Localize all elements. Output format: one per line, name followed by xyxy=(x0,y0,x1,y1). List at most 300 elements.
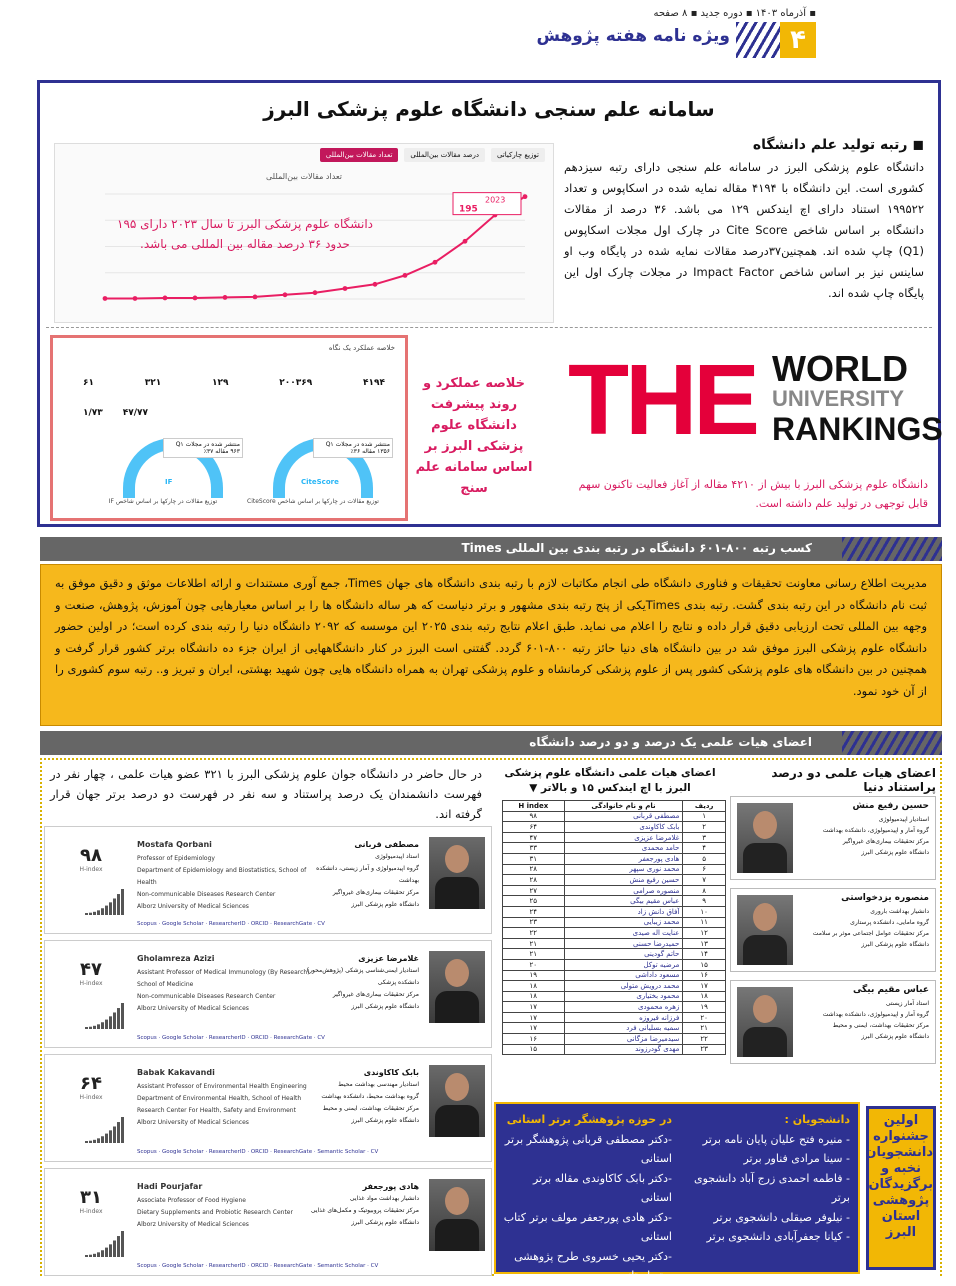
rank-heading: ◼ رتبه تولید علم دانشگاه xyxy=(752,137,924,153)
hatch-decoration xyxy=(736,22,780,58)
rank-paragraph: دانشگاه علوم پزشکی البرز در سامانه علم سنجی دارای رتبه سیزدهم کشوری است. این دانشگاه با ۴۱۹۴ مقاله نمایه شده در اسکاپوس و تعداد ۱۹۹۵۲۲ استناد دارای اچ ایندکس ۱۲۹ می باشد. ۳۶ درصد از مقالات دانشگاه بر اساس شاخص Cite Score در چارک اول مجلات اسکاپوس (Q1) چاپ شده اند. همچنین۳۷درصد مقالات نمایه شده در پایگاه وب او ساینس نیز بر اساس شاخص Impact Factor در مجلات چارک اول این پایگاه چاپ شده اند. xyxy=(564,160,925,300)
citation-bar xyxy=(121,1117,124,1143)
section-title: ویژه نامه هفته پژوهش xyxy=(536,26,730,46)
persian-line: دانشیار بهداشت مواد غذایی xyxy=(349,1195,419,1202)
callout-value: 195 xyxy=(459,204,478,215)
persian-line: گروه بهداشت محیط، دانشکده بهداشت xyxy=(321,1093,419,1100)
issue-meta: ▪ آذرماه ۱۴۰۳ ▪ دوره جدید ▪ ۸ صفحه xyxy=(653,8,816,19)
citation-bar xyxy=(105,1020,108,1029)
table-row xyxy=(503,938,726,949)
suit-shape xyxy=(743,843,787,873)
row-name[interactable]: هادی پورجعفر xyxy=(564,853,683,864)
suit-shape xyxy=(435,1219,479,1251)
row-name[interactable]: محمود بختیاری xyxy=(564,991,683,1002)
profile-line: دانشگاه علوم پزشکی البرز xyxy=(861,1033,929,1040)
row-name[interactable]: منصوره صرامی xyxy=(564,885,683,896)
citescore-q1-badge xyxy=(313,438,393,458)
citation-bar xyxy=(97,910,100,915)
citation-bar xyxy=(105,906,108,915)
row-hindex: ۱۷ xyxy=(503,1023,565,1034)
two-percent-card xyxy=(730,796,936,880)
data-point xyxy=(253,295,258,300)
two-percent-card xyxy=(730,888,936,972)
callout-year: 2023 xyxy=(485,195,506,205)
citescore-q1-title: منتشر شده در مجلات Q۱ xyxy=(325,441,390,448)
citation-bar xyxy=(101,1136,104,1143)
citation-bar xyxy=(93,1026,96,1029)
table-row xyxy=(503,885,726,896)
citation-bar xyxy=(109,1130,112,1143)
row-name[interactable]: مرضیه توکل xyxy=(564,959,683,970)
hindex-value: ۳۱ xyxy=(80,1187,102,1208)
two-percent-title: اعضای هیات علمی دو درصد پراستناد دنیا xyxy=(771,766,936,794)
data-point xyxy=(283,292,288,297)
col-rank: ردیف xyxy=(683,801,726,812)
row-hindex: ۱۸ xyxy=(503,991,565,1002)
table-row xyxy=(503,896,726,907)
row-rank: ۱۴ xyxy=(683,949,726,960)
row-hindex: ۲۲ xyxy=(503,928,565,939)
profile-line: مرکز تحقیقات عوامل اجتماعی موثر بر سلامت xyxy=(812,930,929,937)
profile-line: گروه آمار و اپیدمیولوژی، دانشکده بهداشت xyxy=(822,827,929,834)
data-point xyxy=(193,296,198,301)
row-hindex: ۳۱ xyxy=(503,853,565,864)
persian-line: استادیار مهندسی بهداشت محیط xyxy=(338,1081,419,1088)
row-rank: ۵ xyxy=(683,853,726,864)
profile-line: دانشگاه علوم پزشکی البرز xyxy=(861,849,929,856)
stat-citations: ۲۰۰۳۶۹ xyxy=(279,378,313,388)
citation-bar xyxy=(85,1141,88,1143)
face-shape xyxy=(445,1187,469,1215)
persian-line: گروه اپیدمیولوژی و آمار زیستی، دانشکده بهداشت xyxy=(316,865,419,884)
faculty-photo xyxy=(429,1065,485,1137)
citation-bars xyxy=(85,1115,125,1143)
row-hindex: ۲۳ xyxy=(503,917,565,928)
profile-line: دانشگاه علوم پزشکی البرز xyxy=(861,941,929,948)
row-name[interactable]: آفاق دانش زاد xyxy=(564,906,683,917)
profile-line: گروه مامایی، دانشکده پرستاری xyxy=(850,919,929,926)
persian-line: دانشگاه علوم پزشکی البرز xyxy=(351,1219,419,1226)
tab-quartile[interactable]: توزیع چارکیاتی xyxy=(491,148,545,162)
profile-line: مرکز تحقیقات بهداشت، ایمنی و محیط xyxy=(832,1022,929,1029)
festival-students xyxy=(680,1110,850,1247)
faculty-photo xyxy=(737,803,793,873)
chart-tabs xyxy=(320,148,545,162)
citation-bar xyxy=(109,1016,112,1029)
persian-name: هادی پورجعفر xyxy=(362,1182,419,1191)
table-row xyxy=(503,981,726,992)
table-row xyxy=(503,1002,726,1013)
faculty-photo xyxy=(737,987,793,1057)
row-name[interactable]: حاتم گودینی xyxy=(564,949,683,960)
summary-stats-row xyxy=(83,378,385,388)
col-name: نام و نام خانوادگی xyxy=(564,801,683,812)
the-logo-letters: THE xyxy=(568,344,756,456)
profile-line: استاد آمار زیستی xyxy=(885,1000,929,1007)
hindex-value: ۹۸ xyxy=(80,845,102,866)
citation-bar xyxy=(93,1140,96,1143)
row-name[interactable]: محمد درویش متولی xyxy=(564,981,683,992)
citation-bars xyxy=(85,1001,125,1029)
persian-profile xyxy=(299,1067,419,1127)
festival-title: اولین جشنواره دانشجویان نخبه و برگزیدگان پژوهشی استان البرز xyxy=(866,1106,936,1270)
row-hindex: ۶۴ xyxy=(503,822,565,833)
stat-percent: ۴۷/۷۷ xyxy=(122,408,149,418)
row-rank: ۱۵ xyxy=(683,959,726,970)
summary-panel-title: خلاصه عملکرد یک نگاه xyxy=(328,344,395,352)
row-rank: ۲۳ xyxy=(683,1044,726,1055)
citation-bar xyxy=(113,1126,116,1143)
hindex-value: ۴۷ xyxy=(80,959,102,980)
english-line: Assistant Professor of Environmental Health Engineering xyxy=(137,1083,307,1090)
data-point xyxy=(403,273,408,278)
table-row xyxy=(503,822,726,833)
hindex-label: H-index xyxy=(79,980,103,987)
row-hindex: ۲۱ xyxy=(503,949,565,960)
row-rank: ۶ xyxy=(683,864,726,875)
data-point xyxy=(163,296,168,301)
persian-line: دانشگاه علوم پزشکی البرز xyxy=(351,1117,419,1124)
faculty-name: عباس مقیم بیگی xyxy=(852,985,929,995)
row-name[interactable]: محمد زیبایی xyxy=(564,917,683,928)
row-hindex: ۲۰ xyxy=(503,959,565,970)
hindex-label: H-index xyxy=(79,1208,103,1215)
col-hindex: H index xyxy=(503,801,565,812)
summary-screenshot xyxy=(50,335,408,521)
table-row xyxy=(503,843,726,854)
row-name[interactable]: مصطفی قربانی xyxy=(564,811,683,822)
two-percent-card xyxy=(730,980,936,1064)
hatch-decoration xyxy=(842,731,942,755)
english-line: Assistant Professor of Medical Immunology (By Research) xyxy=(137,969,310,976)
citation-bar xyxy=(89,913,92,915)
table-row xyxy=(503,970,726,981)
citation-bar xyxy=(89,1027,92,1029)
scientometrics-title: سامانه علم سنجی دانشگاه علوم پزشکی البرز xyxy=(263,97,715,121)
row-rank: ۲۱ xyxy=(683,1023,726,1034)
english-line: Professor of Epidemiology xyxy=(137,855,215,862)
citation-bar xyxy=(113,1240,116,1257)
row-hindex: ۲۸ xyxy=(503,864,565,875)
data-point xyxy=(433,260,438,265)
face-shape xyxy=(753,995,777,1023)
persian-line: استاد اپیدمیولوژی xyxy=(375,853,419,860)
suit-shape xyxy=(435,877,479,909)
hindex-table xyxy=(502,800,726,1055)
rank-heading-text: رتبه تولید علم دانشگاه xyxy=(752,137,908,153)
row-rank: ۷ xyxy=(683,875,726,886)
row-rank: ۲۰ xyxy=(683,1012,726,1023)
table-body xyxy=(503,811,726,1055)
faculty-card xyxy=(44,1054,492,1162)
english-line: Alborz University of Medical Sciences xyxy=(137,1005,249,1012)
profile-line: گروه آمار و اپیدمیولوژی، دانشکده بهداشت xyxy=(822,1011,929,1018)
persian-line: استادیار ایمنی‌شناسی پزشکی (پژوهش‌محور) xyxy=(306,967,419,974)
face-shape xyxy=(445,959,469,987)
times-box xyxy=(40,564,942,726)
citation-bar xyxy=(117,894,120,915)
english-line: Dietary Supplements and Probiotic Research Center xyxy=(137,1209,293,1216)
english-line: Department of Environmental Health, School of Health xyxy=(137,1095,302,1102)
student-item: - نیلوفر صیقلی دانشجوی برتر xyxy=(713,1210,850,1224)
english-profile xyxy=(137,839,317,913)
citation-bar xyxy=(117,1236,120,1257)
suit-shape xyxy=(435,1105,479,1137)
two-percent-profile xyxy=(797,985,929,1042)
data-point xyxy=(523,194,528,199)
table-row xyxy=(503,811,726,822)
two-percent-profile xyxy=(797,801,929,858)
hindex-label: H-index xyxy=(79,866,103,873)
english-line: Research Center For Health, Safety and Environment xyxy=(137,1107,296,1114)
faculty-name: منصوره یزدخواستی xyxy=(841,893,929,903)
the-logo-rankings: RANKINGS xyxy=(772,411,943,447)
citation-bar xyxy=(121,889,124,915)
faculty-heading-bar xyxy=(40,731,942,755)
citescore-gauge-label: CiteScore xyxy=(301,478,339,486)
english-line: Associate Professor of Food Hygiene xyxy=(137,1197,246,1204)
persian-line: مرکز تحقیقات بیماری‌های غیرواگیر xyxy=(332,889,419,896)
row-hindex: ۳۳ xyxy=(503,843,565,854)
citation-bar xyxy=(113,898,116,915)
citation-bar xyxy=(101,908,104,915)
faculty-photo xyxy=(429,951,485,1023)
researcher-item: -دکتر هادی پورجعفر مولف برتر کتاب استانی xyxy=(503,1210,672,1243)
student-item: - فاطمه احمدی زرج آباد دانشجوی برتر xyxy=(694,1171,850,1204)
table-row xyxy=(503,864,726,875)
row-rank: ۴ xyxy=(683,843,726,854)
data-point xyxy=(313,290,318,295)
row-name[interactable]: زهره محمودی xyxy=(564,1002,683,1013)
stat-extra: ۶۱ xyxy=(83,378,95,388)
if-q1-badge xyxy=(163,438,243,458)
the-logo-world: WORLD xyxy=(772,348,908,389)
table-row xyxy=(503,928,726,939)
table-row xyxy=(503,853,726,864)
faculty-photo xyxy=(429,1179,485,1251)
face-shape xyxy=(753,903,777,931)
stat-faculty: ۳۲۱ xyxy=(144,378,162,388)
row-name[interactable]: سمیه بسلیانی فرد xyxy=(564,1023,683,1034)
students-heading: دانشجویان : xyxy=(784,1113,850,1126)
table-row xyxy=(503,959,726,970)
english-profile xyxy=(137,953,317,1015)
profile-links[interactable]: Scopus · Google Scholar · ResearcherID · ORCID · ResearchGate · Semantic Scholar · CV xyxy=(137,1263,379,1269)
times-heading-bar xyxy=(40,537,942,561)
row-rank: ۳ xyxy=(683,832,726,843)
persian-line: دانشگاه علوم پزشکی البرز xyxy=(351,1003,419,1010)
festival-winners-panel xyxy=(494,1102,860,1282)
english-name: Mostafa Qorbani xyxy=(137,840,212,849)
citation-bar xyxy=(85,1255,88,1257)
masthead xyxy=(0,0,956,66)
persian-line: مرکز تحقیقات بهداشت، ایمنی و محیط xyxy=(322,1105,419,1112)
citation-bars xyxy=(85,1229,125,1257)
face-shape xyxy=(445,845,469,873)
row-name[interactable]: عنایت اله صیدی xyxy=(564,928,683,939)
row-name[interactable]: حسین رفیع منش xyxy=(564,875,683,886)
row-name[interactable]: حمیدرضا حسنی xyxy=(564,938,683,949)
researcher-item: -دکتر یحیی خسروی طرح پژوهشی برتر استانی xyxy=(514,1249,672,1282)
profile-line: دانشیار بهداشت باروری xyxy=(870,908,929,915)
row-rank: ۱۹ xyxy=(683,1002,726,1013)
stat-articles: ۴۱۹۴ xyxy=(363,378,385,388)
citation-bar xyxy=(97,1138,100,1143)
summary-stats-row2 xyxy=(83,408,148,418)
citation-bar xyxy=(89,1141,92,1143)
row-hindex: ۲۱ xyxy=(503,938,565,949)
citation-bar xyxy=(109,1244,112,1257)
persian-name: غلامرضا عزیزی xyxy=(358,954,419,963)
suit-shape xyxy=(743,1027,787,1057)
chart-caption: تعداد مقالات بین‌المللی xyxy=(266,172,342,181)
persian-profile xyxy=(299,953,419,1013)
citation-bar xyxy=(105,1134,108,1143)
row-name[interactable]: محمد نوری سپهر xyxy=(564,864,683,875)
citation-bar xyxy=(121,1003,124,1029)
profile-links[interactable]: Scopus · Google Scholar · ResearcherID · ORCID · ResearchGate · Semantic Scholar · CV xyxy=(137,1149,379,1155)
table-row xyxy=(503,832,726,843)
english-line: School of Medicine xyxy=(137,981,194,988)
english-line: Alborz University of Medical Sciences xyxy=(137,1119,249,1126)
the-logo-university: UNIVERSITY xyxy=(772,386,905,411)
citation-bar xyxy=(85,1027,88,1029)
row-rank: ۱۸ xyxy=(683,991,726,1002)
two-percent-profile xyxy=(797,893,929,950)
table-row xyxy=(503,875,726,886)
researcher-item: -دکتر مصطفی قربانی پژوهشگر برتر استانی xyxy=(504,1132,672,1165)
table-row xyxy=(503,1023,726,1034)
citescore-q1-value: ۱۳۵۶ مقاله ۳۶٪ xyxy=(350,448,390,455)
persian-line: دانشگاه علوم پزشکی البرز xyxy=(351,901,419,908)
english-line: Alborz University of Medical Sciences xyxy=(137,903,249,910)
english-profile xyxy=(137,1067,317,1129)
table-row xyxy=(503,1034,726,1045)
table-header-row xyxy=(503,801,726,812)
row-hindex: ۱۸ xyxy=(503,981,565,992)
profile-line: مرکز تحقیقات بیماری‌های غیرواگیر xyxy=(842,838,929,845)
citation-bar xyxy=(85,913,88,915)
row-name[interactable]: عباس مقیم بیگی xyxy=(564,896,683,907)
english-name: Babak Kakavandi xyxy=(137,1068,215,1077)
researcher-item: -دکتر بابک کاکاوندی مقاله برتر استانی xyxy=(532,1171,672,1204)
faculty-photo xyxy=(737,895,793,965)
profile-links[interactable]: Scopus · Google Scholar · ResearcherID · ORCID · ResearchGate · CV xyxy=(137,921,325,927)
tab-intl-percent[interactable]: درصد مقالات بین‌المللی xyxy=(404,148,485,162)
english-line: Non-communicable Diseases Research Center xyxy=(137,993,276,1000)
english-line: Alborz University of Medical Sciences xyxy=(137,1221,249,1228)
profile-line: استادیار اپیدمیولوژی xyxy=(878,816,929,823)
row-rank: ۸ xyxy=(683,885,726,896)
row-name[interactable]: بابک کاکاوندی xyxy=(564,822,683,833)
row-rank: ۱۱ xyxy=(683,917,726,928)
row-hindex: ۹۸ xyxy=(503,811,565,822)
row-name[interactable]: غلامرضا عزیزی xyxy=(564,832,683,843)
chart-note: دانشگاه علوم پزشکی البرز تا سال ۲۰۲۳ دارای ۱۹۵ حدود ۳۶ درصد مقاله بین المللی می باشد. xyxy=(117,217,373,251)
articles-chart-panel xyxy=(54,143,554,323)
row-name[interactable]: حامد محمدی xyxy=(564,843,683,854)
if-q1-value: ۹۶۳ مقاله ۳۷٪ xyxy=(203,448,240,455)
if-q1-title: منتشر شده در مجلات Q۱ xyxy=(175,441,240,448)
row-hindex: ۱۷ xyxy=(503,1002,565,1013)
row-rank: ۱۲ xyxy=(683,928,726,939)
table-row xyxy=(503,917,726,928)
tab-intl-count[interactable]: تعداد مقالات بین‌المللی xyxy=(320,148,399,162)
row-rank: ۱۳ xyxy=(683,938,726,949)
times-paragraph: مدیریت اطلاع رسانی معاونت تحقیقات و فناوری دانشگاه طی انجام مکاتبات لازم با رتبه بندی دانشگاه های جهان Times، جمع آوری مستندات و ارائه اطلاعات موثق و دقیق موفق به ثبت نام دانشگاه در این رتبه بندی گشت. رتبه بندی Timesیکی از پنج رتبه بندی مشهور و برتر دنیاست که هر ساله دانشگاه ها را بر اساس معیارهایی چون آموزش، پژوهش، صنعت و وجهه بین المللی تحت ارزیابی دقیق قرار داده و نتایج را اعلام می نماید. طبق اعلام نتایج رتبه بندی ۲۰۲۵ این موسسه که ۲۰۹۲ دانشگاه دنیا را رتبه بندی کرده است؛ در اولین حضور دانشگاه علوم پزشکی البرز موفق شد در بین دانشگاه های دنیا حائز رتبه ۸۰۰-۶۰۱ گردد. گفتنی است البرز در کنار دانشگاههایی از ایران جزء ده دانشگاه برتر کشور قرار گرفت و همچنین در بین دانشگاه های علوم پزشکی کشور پس از علوم پزشکی کرمانشاه و علوم پزشکی تهران به همراه دانشگاه هایی چون شهید بهشتی، ایران و تبریز و.. رتبه سوم کشوری را از آن خود نمود. xyxy=(55,576,928,698)
english-line: Department of Epidemiology and Biostatistics, School of Health xyxy=(137,867,307,886)
row-rank: ۱۷ xyxy=(683,981,726,992)
suit-shape xyxy=(743,935,787,965)
persian-line: دانشکده پزشکی xyxy=(377,979,419,986)
citation-bar xyxy=(117,1122,120,1143)
citation-bar xyxy=(101,1022,104,1029)
citation-bar xyxy=(93,912,96,915)
citation-bars xyxy=(85,887,125,915)
row-hindex: ۲۷ xyxy=(503,885,565,896)
data-point xyxy=(223,295,228,300)
english-name: Hadi Pourjafar xyxy=(137,1182,203,1191)
data-point xyxy=(373,282,378,287)
student-item: - سینا مرادی فناور برتر xyxy=(743,1152,850,1165)
row-hindex: ۲۸ xyxy=(503,875,565,886)
row-name[interactable]: فرزانه فیروزه xyxy=(564,1012,683,1023)
faculty-heading: اعضای هیات علمی یک درصد و دو درصد دانشگاه xyxy=(529,735,812,749)
data-point xyxy=(133,296,138,301)
citation-bar xyxy=(101,1250,104,1257)
hatch-decoration xyxy=(842,537,942,561)
row-rank: ۱۶ xyxy=(683,970,726,981)
citation-bar xyxy=(121,1231,124,1257)
persian-line: مرکز تحقیقات پروبیوتیک و مکمل‌های غذایی xyxy=(310,1207,419,1214)
row-hindex: ۱۶ xyxy=(503,1034,565,1045)
faculty-intro: در حال حاضر در دانشگاه جوان علوم پزشکی البرز با ۳۲۱ عضو هیات علمی ، چهار نفر در فهرست دانشمندان یک درصد پراستناد و سه نفر در فهرست دو درصد برتر جهان قرار گرفته اند. xyxy=(50,767,482,821)
hindex-label: H-index xyxy=(79,1094,103,1101)
faculty-section xyxy=(40,758,942,1282)
english-line: Non-communicable Diseases Research Center xyxy=(137,891,276,898)
row-hindex: ۱۵ xyxy=(503,1044,565,1055)
citation-bar xyxy=(105,1248,108,1257)
face-shape xyxy=(445,1073,469,1101)
page-number: ۴ xyxy=(780,22,816,58)
persian-profile xyxy=(299,839,419,911)
the-caption: دانشگاه علوم پزشکی البرز با بیش از ۴۲۱۰ مقاله از آغاز فعالیت تاکنون سهم قابل توجهی در تولید علم داشته است. xyxy=(578,478,928,510)
faculty-card xyxy=(44,1168,492,1276)
citation-bar xyxy=(93,1254,96,1257)
faculty-name: حسین رفیع منش xyxy=(852,801,929,811)
faculty-card xyxy=(44,826,492,934)
row-name[interactable]: مسعود داداشی xyxy=(564,970,683,981)
table-row xyxy=(503,1044,726,1055)
student-item: - منیره فتح علیان پایان نامه برتر xyxy=(702,1132,850,1146)
the-rankings-logo xyxy=(568,344,943,465)
table-row xyxy=(503,1012,726,1023)
researchers-heading: در حوزه پژوهشگر برتر استانی xyxy=(506,1113,672,1126)
row-name[interactable]: مهدی گودرزوند xyxy=(564,1044,683,1055)
row-hindex: ۲۴ xyxy=(503,906,565,917)
if-gauge-caption: توزیع مقالات در چارکها بر اساس شاخص IF xyxy=(108,498,218,505)
persian-line: مرکز تحقیقات بیماری‌های غیرواگیر xyxy=(332,991,419,998)
faculty-card xyxy=(44,940,492,1048)
profile-links[interactable]: Scopus · Google Scholar · ResearcherID · ORCID · ResearchGate · CV xyxy=(137,1035,325,1041)
row-name[interactable]: سیدمیرضا مزگانی xyxy=(564,1034,683,1045)
citation-bar xyxy=(89,1255,92,1257)
citation-bar xyxy=(113,1012,116,1029)
row-hindex: ۱۷ xyxy=(503,1012,565,1023)
persian-profile xyxy=(299,1181,419,1229)
persian-name: بابک کاکاوندی xyxy=(363,1068,419,1077)
citation-bar xyxy=(117,1008,120,1029)
